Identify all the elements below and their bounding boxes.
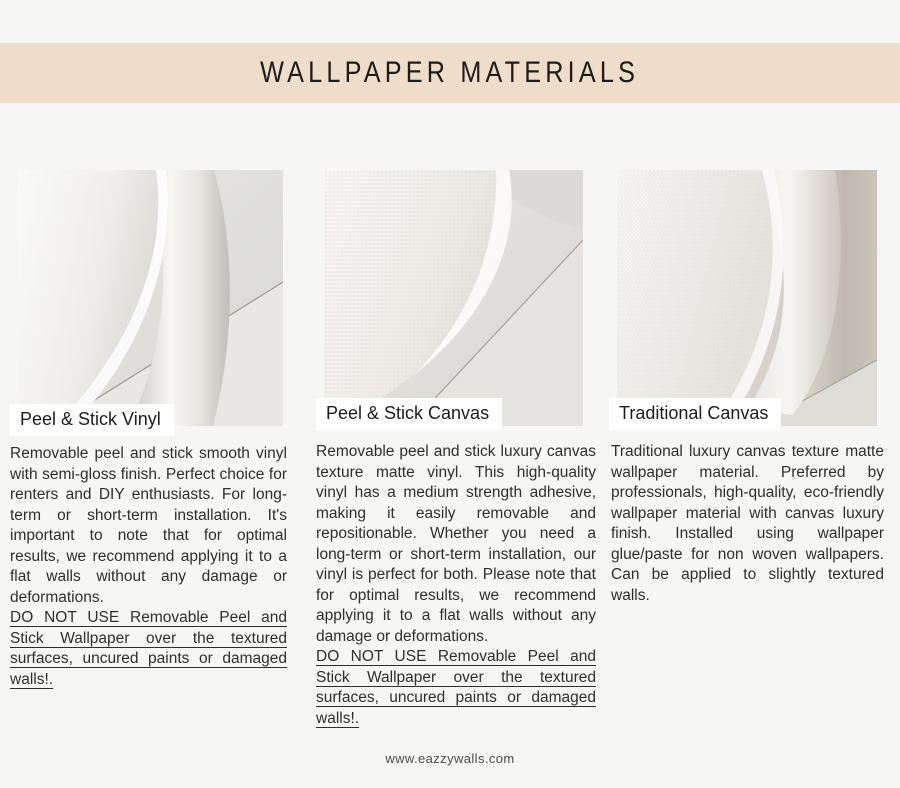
material-warning: DO NOT USE Removable Peel and Stick Wallpaper over the textured surfaces, uncured paints or damaged walls!. [316, 648, 596, 727]
material-card-vinyl [10, 170, 287, 690]
wallpaper-curl-canvas-illustration [324, 170, 583, 426]
material-label: Traditional Canvas [609, 398, 781, 430]
material-description: Removable peel and stick smooth vinyl with semi-gloss finish. Perfect choice for renters and DIY enthusiasts. For long-term or short-term installation. It's important to note that for optimal results, we recommend applying it to a flat walls without any damage or deformations. [10, 445, 287, 606]
material-label: Peel & Stick Vinyl [10, 404, 174, 436]
wallpaper-curl-traditional-illustration [617, 170, 877, 426]
page-title: WALLPAPER MATERIALS [260, 56, 640, 89]
material-photo-vinyl [18, 170, 283, 430]
website-url: www.eazzywalls.com [385, 751, 515, 766]
material-photo-canvas [324, 170, 583, 426]
material-label: Peel & Stick Canvas [316, 398, 502, 430]
title-banner [0, 43, 900, 103]
material-description: Traditional luxury canvas texture matte wallpaper material. Preferred by professionals, high-quality, eco-friendly wallpaper material with canvas luxury finish. Installed using wallpaper glue/paste for non woven wallpapers. Can be applied to slightly textured walls. [611, 443, 884, 604]
material-card-traditional [611, 170, 884, 606]
material-warning: DO NOT USE Removable Peel and Stick Wallpaper over the textured surfaces, uncured paints or damaged walls!. [10, 609, 287, 688]
material-description: Removable peel and stick luxury canvas texture matte vinyl. This high-quality vinyl has a medium strength adhesive, making it easily removable and repositionable. Whether you need a long-term or short-term installation, our vinyl is perfect for both. Please note that for optimal results, we recommend applying it to a flat walls without any damage or deformations. [316, 443, 596, 645]
material-card-canvas [316, 170, 596, 729]
wallpaper-curl-smooth-illustration [18, 170, 283, 426]
material-photo-traditional [617, 170, 877, 426]
